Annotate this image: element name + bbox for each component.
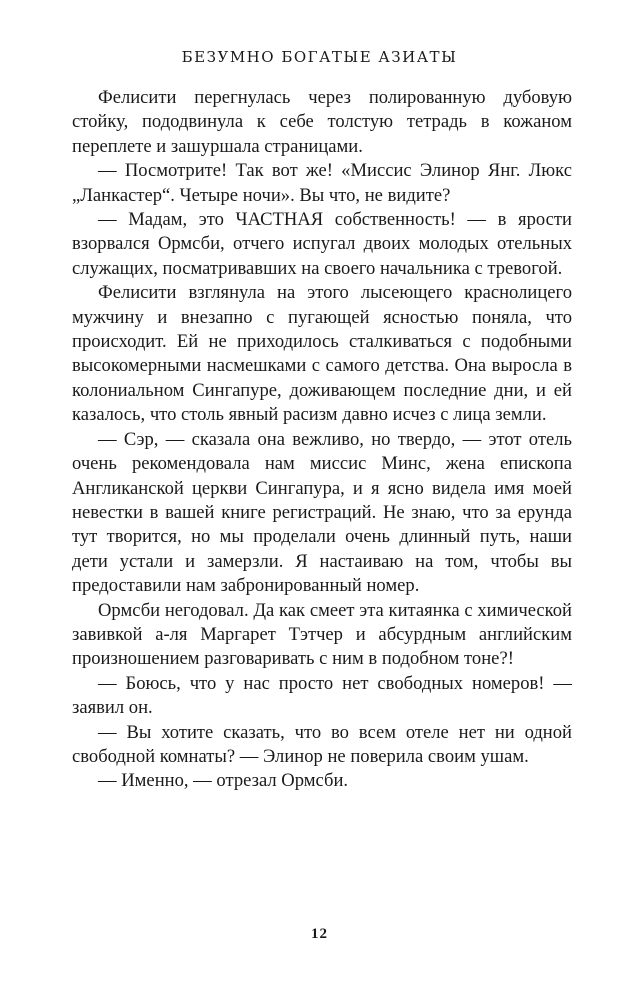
paragraph: — Именно, — отрезал Ормсби. [98, 770, 349, 792]
paragraph: — Вы хотите сказать, что во всем отеле нет ни одной свободной комнаты? — Элинор не поверила своим ушам. [72, 721, 572, 767]
running-head: БЕЗУМНО БОГАТЫЕ АЗИАТЫ [181, 48, 458, 66]
body-text [72, 86, 572, 794]
paragraph: Фелисити взглянула на этого лысеющего краснолицего мужчину и внезапно с пугающей ясностью поняла, что происходит. Ей не приходилось сталкиваться с подобными высокомерными насмешками с самого детства. Она выросла в колониальном Сингапуре, доживающем последние дни, и ей казалось, что столь явный расизм давно исчез с лица земли. [72, 282, 572, 426]
paragraph: — Сэр, — сказала она вежливо, но твердо, — этот отель очень рекомендовала нам миссис Минс, жена епископа Англиканской церкви Сингапура, и я ясно видела имя моей невестки в вашей книге регистраций. Не знаю, что за ерунда тут творится, но мы проделали очень длинный путь, наши дети устали и замерзли. Я настаиваю на том, чтобы вы предоставили нам забронированный номер. [72, 428, 572, 597]
paragraph: — Посмотрите! Так вот же! «Миссис Элинор Янг. Люкс „Ланкастер“. Четыре ночи». Вы что, не видите? [72, 160, 572, 206]
page-number: 12 [311, 926, 328, 942]
paragraph: Ормсби негодовал. Да как смеет эта китаянка с химической завивкой а-ля Маргарет Тэтчер и абсурдным английским произношением разговаривать с ним в подобном тоне?! [72, 599, 572, 670]
paragraph: — Мадам, это ЧАСТНАЯ собственность! — в ярости взорвался Ормсби, отчего испугал двоих молодых отельных служащих, посматривавших на своего начальника с тревогой. [72, 209, 572, 279]
paragraph: — Боюсь, что у нас просто нет свободных номеров! — заявил он. [72, 672, 572, 719]
paragraph: Фелисити перегнулась через полированную дубовую стойку, пододвинула к себе толстую тетрадь в кожаном переплете и зашуршала страницами. [72, 87, 572, 157]
